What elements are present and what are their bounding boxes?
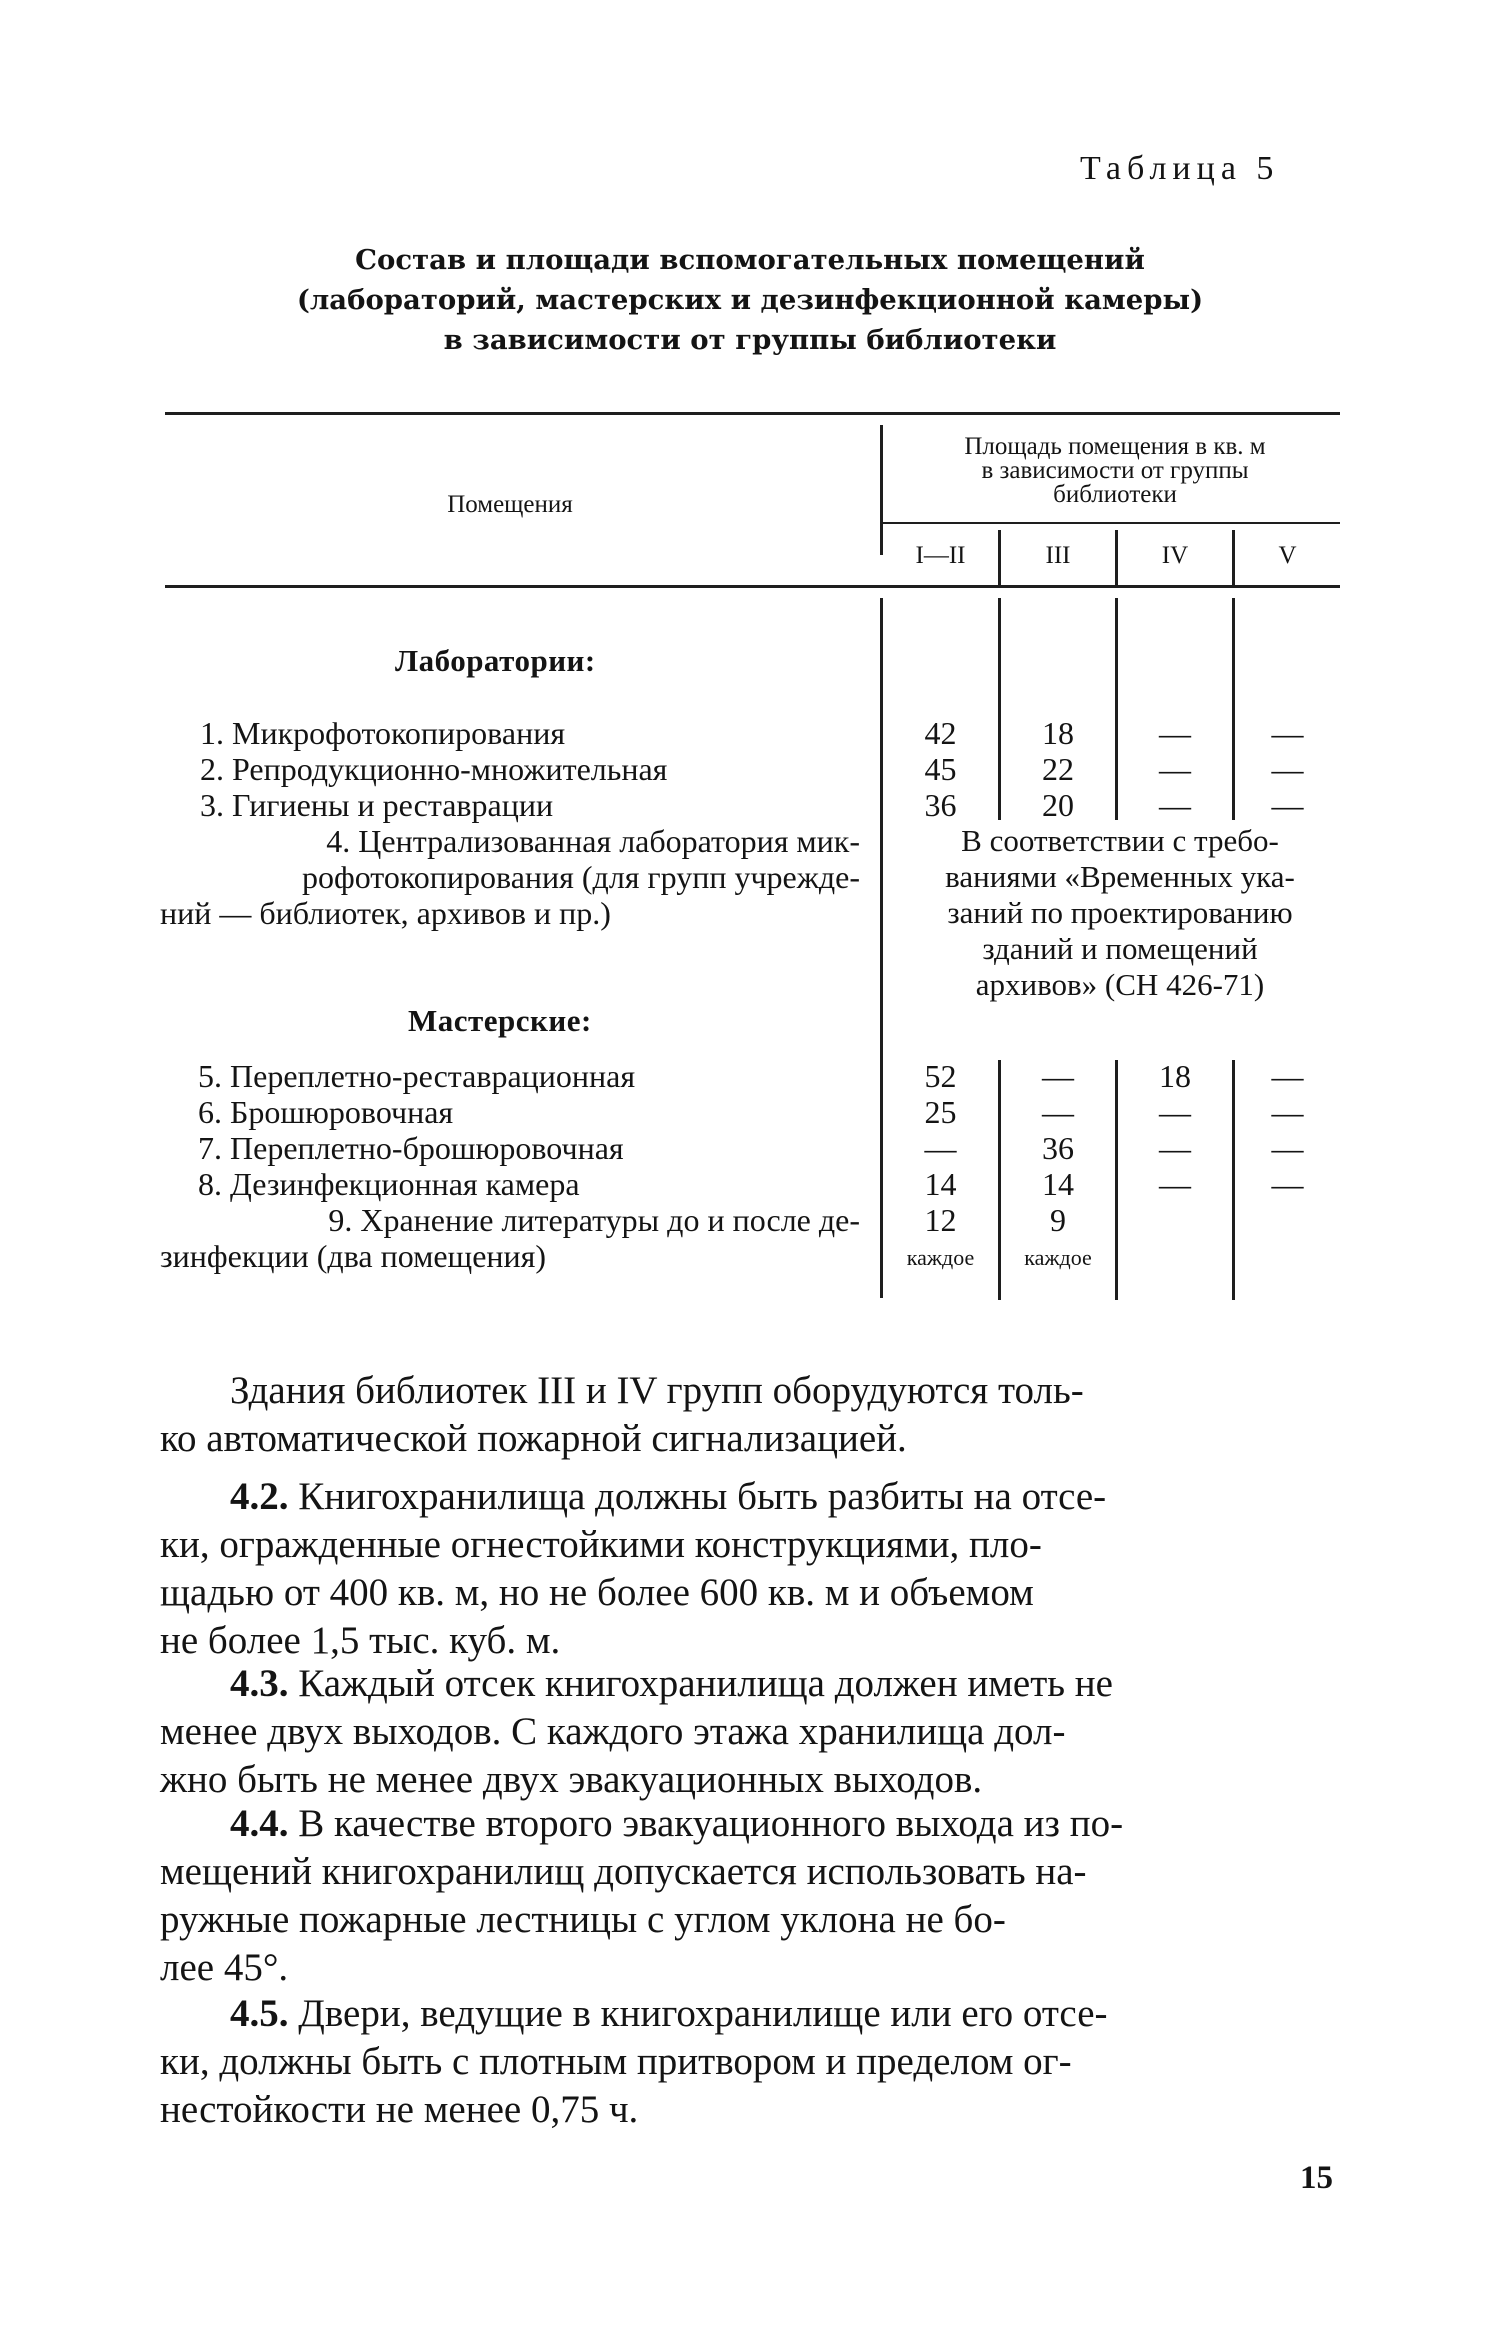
table-cell: 36	[1042, 1130, 1074, 1166]
header-rooms: Помещения	[447, 491, 573, 518]
table-cell: —	[1159, 751, 1191, 787]
header-area	[890, 435, 1340, 507]
header-group: IV	[1161, 542, 1189, 569]
table-row-note-line: В соответствии с требо-	[961, 823, 1279, 858]
table-title-line: (лабораторий, мастерских и дезинфекционной камеры)	[296, 284, 1204, 316]
table-cell: 9	[1050, 1202, 1066, 1238]
table-row-name: 3. Гигиены и реставрации	[200, 787, 554, 823]
table-cell-note: каждое	[906, 1245, 975, 1270]
table-row-name: 5. Переплетно-реставрационная	[198, 1058, 636, 1094]
section-heading-labs: Лаборатории:	[395, 643, 596, 678]
group-header-rule	[880, 522, 1340, 524]
table-cell: 14	[924, 1166, 957, 1202]
table-row-note-line: ваниями «Временных ука-	[945, 859, 1295, 894]
header-group: V	[1278, 542, 1297, 569]
paragraph-line: мещений книгохранилищ допускается использовать на-	[160, 1850, 1087, 1893]
table-row-note-line: заний по проектированию	[947, 895, 1293, 930]
table-row-name-line: рофотокопирования (для групп учрежде-	[301, 859, 860, 895]
body-paragraph	[160, 1660, 1340, 1804]
paragraph-line: жно быть не менее двух эвакуационных выходов.	[160, 1758, 983, 1801]
table-row-name	[160, 823, 860, 931]
table-top-rule	[165, 412, 1340, 415]
table-row-note	[890, 823, 1350, 1003]
table-cell: 18	[1042, 715, 1074, 751]
table-row-name: 8. Дезинфекционная камера	[198, 1166, 580, 1202]
table-row-name-line: зинфекции (два помещения)	[160, 1238, 547, 1274]
table-cell: 42	[924, 715, 957, 751]
paragraph-line: нестойкости не менее 0,75 ч.	[160, 2088, 639, 2131]
table-cell: 25	[924, 1094, 957, 1130]
table-cell: 36	[924, 787, 957, 823]
table-cell: —	[1271, 1058, 1304, 1094]
table-cell: 14	[1042, 1166, 1074, 1202]
paragraph-number: 4.2.	[230, 1475, 289, 1518]
table-row-name-line: 9. Хранение литературы до и после де-	[328, 1202, 860, 1238]
paragraph-number: 4.4.	[230, 1802, 289, 1845]
table-title-line: Состав и площади вспомогательных помещений	[355, 244, 1145, 276]
paragraph-text: Каждый отсек книгохранилища должен иметь не	[288, 1662, 1113, 1705]
header-area-line: в зависимости от группы	[981, 457, 1249, 484]
paragraph-line: ки, огражденные огнестойкими конструкциями, пло-	[160, 1523, 1042, 1566]
table-row-name: 6. Брошюровочная	[198, 1094, 454, 1130]
table-cell: —	[924, 1130, 957, 1166]
header-area-line: Площадь помещения в кв. м	[964, 433, 1266, 460]
paragraph-line: лее 45°.	[160, 1946, 289, 1989]
table-cell: 12	[924, 1202, 957, 1238]
table-title-line: в зависимости от группы библиотеки	[443, 324, 1057, 356]
table-cell: —	[1271, 787, 1304, 823]
table-cell: —	[1271, 715, 1304, 751]
paragraph-line: менее двух выходов. С каждого этажа хранилища дол-	[160, 1710, 1066, 1753]
body-paragraph	[160, 1990, 1340, 2134]
paragraph-line: ки, должны быть с плотным притвором и пределом ог-	[160, 2040, 1072, 2083]
paragraph-line	[160, 1800, 1340, 1848]
table-title	[160, 240, 1340, 360]
table-cell: —	[1159, 1130, 1191, 1166]
body-paragraph	[160, 1367, 1340, 1463]
table-cell: 20	[1042, 787, 1074, 823]
table-cell: —	[1271, 1094, 1304, 1130]
table-row-name-line: 4. Централизованная лаборатория мик-	[326, 823, 860, 859]
paragraph-line	[160, 1660, 1340, 1708]
paragraph-text: Двери, ведущие в книгохранилище или его отсе-	[288, 1992, 1108, 2035]
table-cell-note: каждое	[1024, 1245, 1092, 1270]
section-heading-workshops: Мастерские:	[408, 1003, 592, 1038]
table-cell: 45	[924, 751, 957, 787]
table-cell: 22	[1042, 751, 1074, 787]
page-number: 15	[1300, 2160, 1333, 2196]
paragraph-number: 4.5.	[230, 1992, 289, 2035]
table-cell: —	[1159, 715, 1191, 751]
table-row-name	[160, 1202, 860, 1274]
table-cell: 52	[924, 1058, 957, 1094]
paragraph-line: щадью от 400 кв. м, но не более 600 кв. м и объемом	[160, 1571, 1034, 1614]
body-paragraph	[160, 1800, 1340, 1992]
table-row-name: 2. Репродукционно-множительная	[200, 751, 668, 787]
body-paragraph	[160, 1473, 1340, 1665]
table-cell: —	[1159, 787, 1191, 823]
table-row-name-line: ний — библиотек, архивов и пр.)	[160, 895, 611, 931]
paragraph-line: ружные пожарные лестницы с углом уклона не бо-	[160, 1898, 1006, 1941]
table-cell: —	[1159, 1094, 1191, 1130]
table-cell: —	[1271, 751, 1304, 787]
table-row-note-line: зданий и помещений	[982, 931, 1258, 966]
paragraph-text: В качестве второго эвакуационного выхода из по-	[288, 1802, 1124, 1845]
paragraph-text: Книгохранилища должны быть разбиты на отсе-	[288, 1475, 1107, 1518]
header-bottom-rule	[165, 585, 1340, 588]
table-cell: —	[1271, 1130, 1304, 1166]
paragraph-line	[160, 1990, 1340, 2038]
table-cell: —	[1042, 1058, 1074, 1094]
paragraph-line: ко автоматической пожарной сигнализацией.	[160, 1417, 907, 1460]
header-group: I—II	[915, 542, 966, 569]
table-row-note-line: архивов» (СН 426-71)	[975, 967, 1265, 1002]
table-row-name: 7. Переплетно-брошюровочная	[198, 1130, 624, 1166]
paragraph-line: Здания библиотек III и IV групп оборудуются толь-	[230, 1369, 1084, 1412]
table-cell: —	[1042, 1094, 1074, 1130]
header-area-line: библиотеки	[1053, 481, 1177, 508]
header-group: III	[1045, 542, 1071, 569]
table-cell: —	[1159, 1166, 1191, 1202]
table-row-name: 1. Микрофотокопирования	[200, 715, 566, 751]
table-cell: 18	[1159, 1058, 1191, 1094]
column-divider-rooms	[880, 425, 883, 555]
paragraph-line: не более 1,5 тыс. куб. м.	[160, 1619, 561, 1662]
paragraph-number: 4.3.	[230, 1662, 289, 1705]
paragraph-line	[160, 1473, 1340, 1521]
table-cell: —	[1271, 1166, 1304, 1202]
table-label: Таблица 5	[1080, 150, 1280, 187]
